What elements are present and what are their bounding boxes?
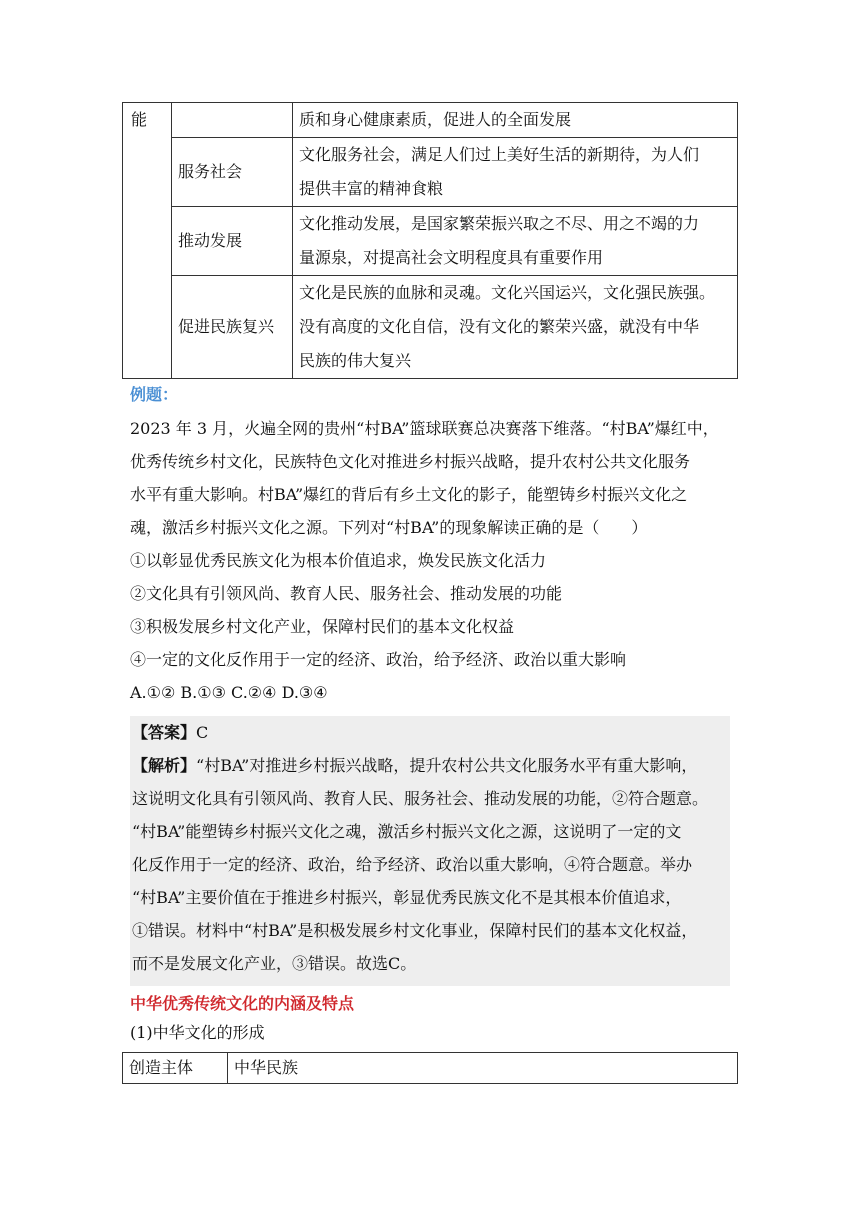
table-row — [123, 1053, 738, 1084]
table-cell — [293, 207, 738, 276]
option-2: ②文化具有引领风尚、教育人民、服务社会、推动发展的功能 — [130, 584, 563, 603]
analysis-line — [130, 749, 730, 782]
question-line: 优秀传统乡村文化，民族特色文化对推进乡村振兴战略，提升农村公共文化服务 — [130, 452, 691, 471]
option-4: ④一定的文化反作用于一定的经济、政治，给予经济、政治以重大影响 — [130, 650, 627, 669]
analysis-line: 而不是发展文化产业，③错误。故选C。 — [132, 954, 417, 973]
table-cell — [293, 138, 738, 207]
table-cell: 促进民族复兴 — [172, 276, 293, 379]
cell-line: 量源泉，对提高社会文明程度具有重要作用 — [299, 248, 604, 267]
culture-function-table — [122, 102, 738, 379]
question-line: 2023 年 3 月，火遍全网的贵州“村BA”篮球联赛总决赛落下维落。“村BA”爆红中， — [130, 419, 719, 438]
answer-label: 【答案】 — [132, 723, 197, 742]
table-row — [123, 103, 738, 138]
analysis-label: 【解析】 — [132, 756, 197, 775]
analysis-line: 化反作用于一定的经济、政治，给予经济、政治以重大影响，④符合题意。举办 — [132, 855, 693, 874]
table-cell: 服务社会 — [172, 138, 293, 207]
analysis-line: “村BA”能塑铸乡村振兴文化之魂，激活乡村振兴文化之源，这说明了一定的文 — [132, 822, 682, 841]
question-line: 魂，激活乡村振兴文化之源。下列对“村BA”的现象解读正确的是（ ） — [130, 518, 648, 537]
example-heading: 例题： — [130, 385, 179, 404]
cell-line: 文化服务社会，满足人们过上美好生活的新期待，为人们 — [299, 145, 700, 164]
table-row — [123, 138, 738, 207]
cell-line: 没有高度的文化自信，没有文化的繁荣兴盛，就没有中华 — [299, 317, 700, 336]
cell-line: 文化推动发展，是国家繁荣振兴取之不尽、用之不竭的力 — [299, 214, 700, 233]
option-3: ③积极发展乡村文化产业，保障村民们的基本文化权益 — [130, 617, 515, 636]
table-cell — [293, 103, 738, 138]
answer-box — [130, 716, 730, 986]
option-1: ①以彰显优秀民族文化为根本价值追求，焕发民族文化活力 — [130, 551, 547, 570]
analysis-text: “村BA”对推进乡村振兴战略，提升农村公共文化服务水平有重大影响， — [196, 756, 698, 775]
cell-line: 文化是民族的血脉和灵魂。文化兴国运兴，文化强民族强。 — [299, 283, 716, 302]
table-cell — [172, 103, 293, 138]
table-row — [123, 276, 738, 379]
table-cell: 能 — [123, 103, 172, 379]
analysis-line: 这说明文化具有引领风尚、教育人民、服务社会、推动发展的功能，②符合题意。 — [132, 789, 709, 808]
cell-line: 提供丰富的精神食粮 — [299, 179, 444, 198]
cell-line: 质和身心健康素质，促进人的全面发展 — [299, 110, 572, 129]
analysis-line: “村BA”主要价值在于推进乡村振兴，彰显优秀民族文化不是其根本价值追求， — [132, 888, 682, 907]
cell-line: 民族的伟大复兴 — [299, 351, 412, 370]
answer-choices: A.①② B.①③ C.②④ D.③④ — [130, 683, 328, 702]
answer-value: C — [196, 723, 209, 742]
table-cell: 中华民族 — [228, 1053, 738, 1084]
question-line: 水平有重大影响。村BA”爆红的背后有乡土文化的影子，能塑铸乡村振兴文化之 — [130, 485, 688, 504]
analysis-line: ①错误。材料中“村BA”是积极发展乡村文化事业，保障村民们的基本文化权益， — [132, 921, 698, 940]
subheading: (1)中华文化的形成 — [130, 1023, 265, 1042]
table-row — [123, 207, 738, 276]
table-cell: 推动发展 — [172, 207, 293, 276]
answer-line — [130, 716, 730, 749]
question-block — [130, 412, 730, 709]
table-cell — [293, 276, 738, 379]
formation-table — [122, 1052, 738, 1084]
table-cell: 创造主体 — [123, 1053, 228, 1084]
section-heading: 中华优秀传统文化的内涵及特点 — [130, 994, 355, 1013]
